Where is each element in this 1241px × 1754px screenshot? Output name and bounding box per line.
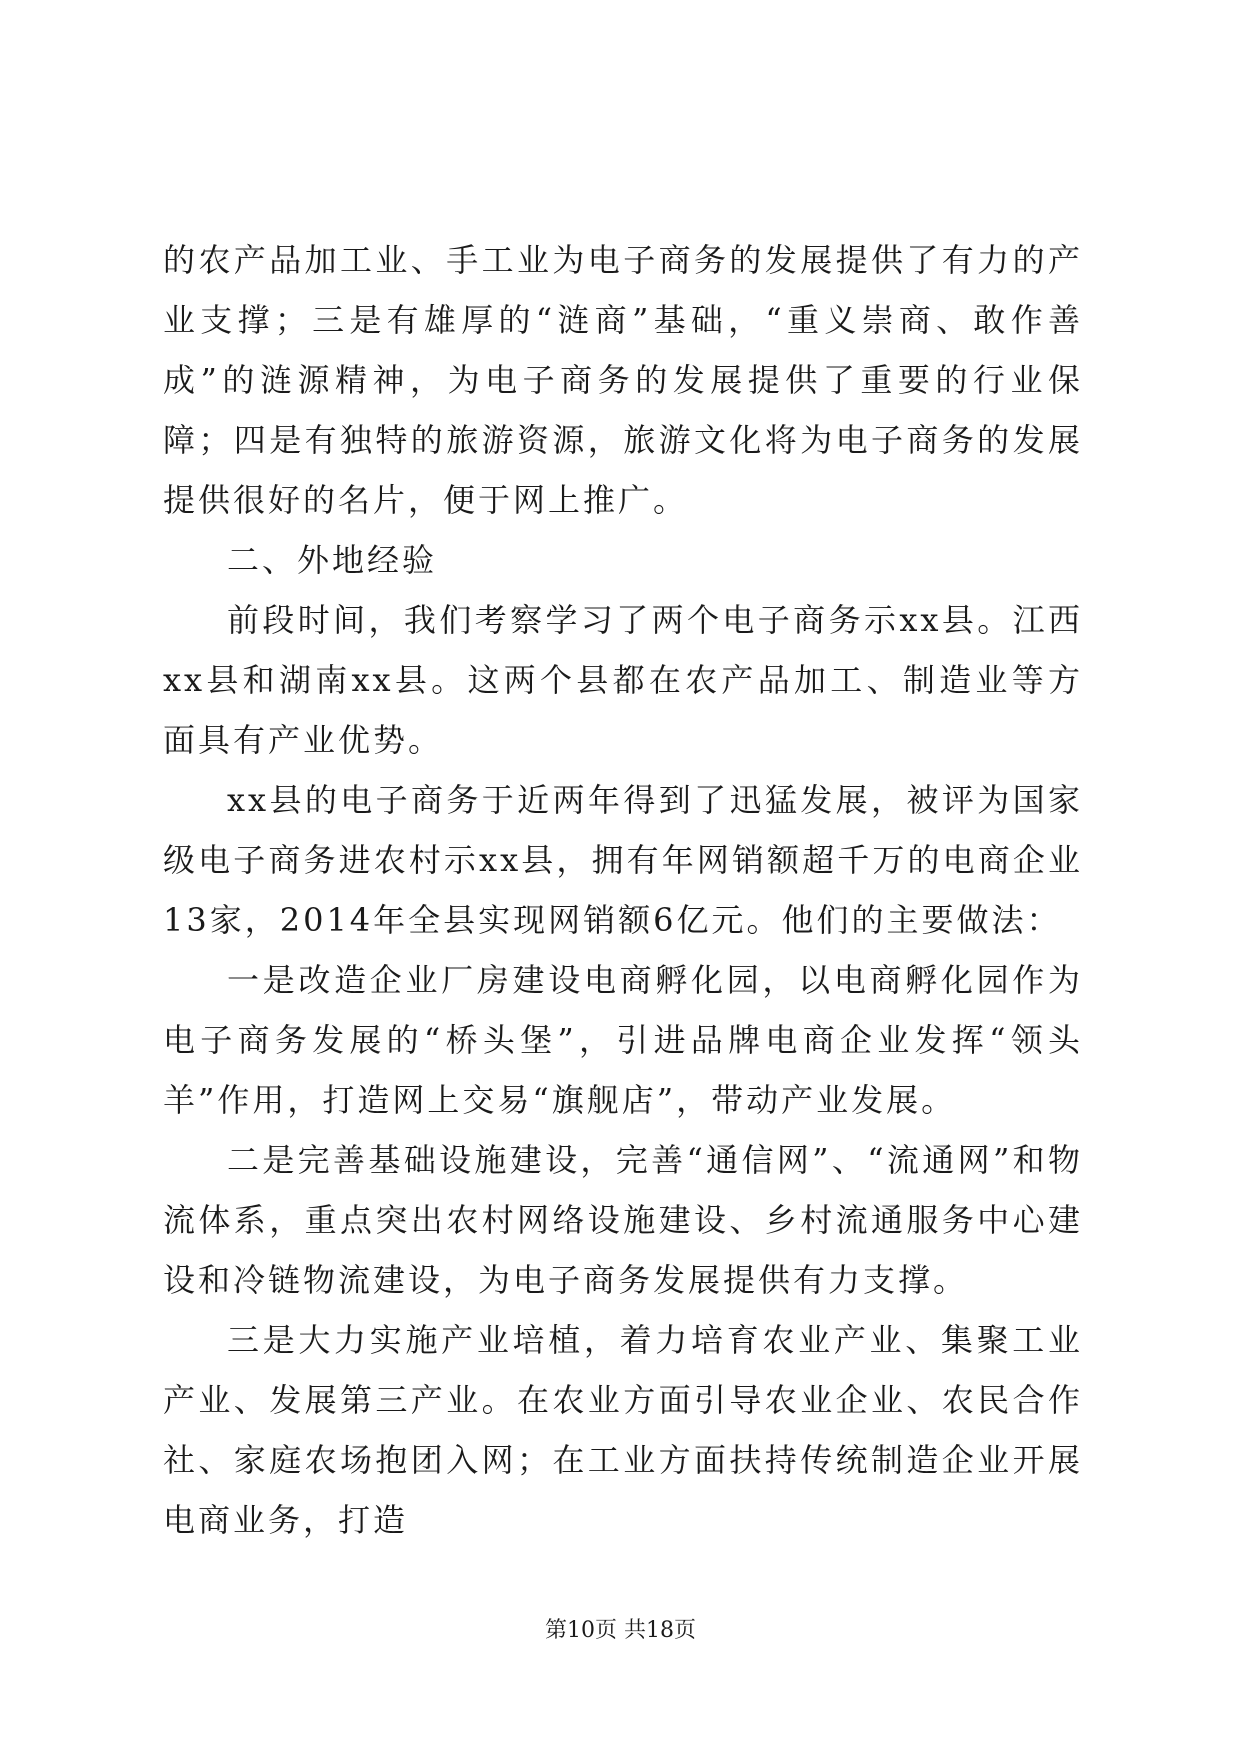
paragraph: 三是大力实施产业培植，着力培育农业产业、集聚工业产业、发展第三产业。在农业方面引导农业企业、农民合作社、家庭农场抱团入网；在工业方面扶持传统制造企业开展电商业务，打造 <box>163 1321 1083 1539</box>
body-text <box>163 230 1083 1550</box>
section-heading: 二、外地经验 <box>227 541 438 579</box>
page-footer: 第10页 共18页 <box>545 1618 696 1643</box>
paragraph: 二是完善基础设施建设，完善“通信网”、“流通网”和物流体系，重点突出农村网络设施建设、乡村流通服务中心建设和冷链物流建设，为电子商务发展提供有力支撑。 <box>163 1141 1083 1299</box>
paragraph-continuation: 的农产品加工业、手工业为电子商务的发展提供了有力的产业支撑；三是有雄厚的“涟商”基础，“重义崇商、敢作善成”的涟源精神，为电子商务的发展提供了重要的行业保障；四是有独特的旅游资源，旅游文化将为电子商务的发展提供很好的名片，便于网上推广。 <box>163 241 1083 519</box>
paragraph: 一是改造企业厂房建设电商孵化园，以电商孵化园作为电子商务发展的“桥头堡”，引进品牌电商企业发挥“领头羊”作用，打造网上交易“旗舰店”，带动产业发展。 <box>163 961 1083 1119</box>
paragraph: xx县的电子商务于近两年得到了迅猛发展，被评为国家级电子商务进农村示xx县，拥有年网销额超千万的电商企业13家，2014年全县实现网销额6亿元。他们的主要做法： <box>163 781 1083 939</box>
paragraph: 前段时间，我们考察学习了两个电子商务示xx县。江西xx县和湖南xx县。这两个县都在农产品加工、制造业等方面具有产业优势。 <box>163 601 1083 759</box>
